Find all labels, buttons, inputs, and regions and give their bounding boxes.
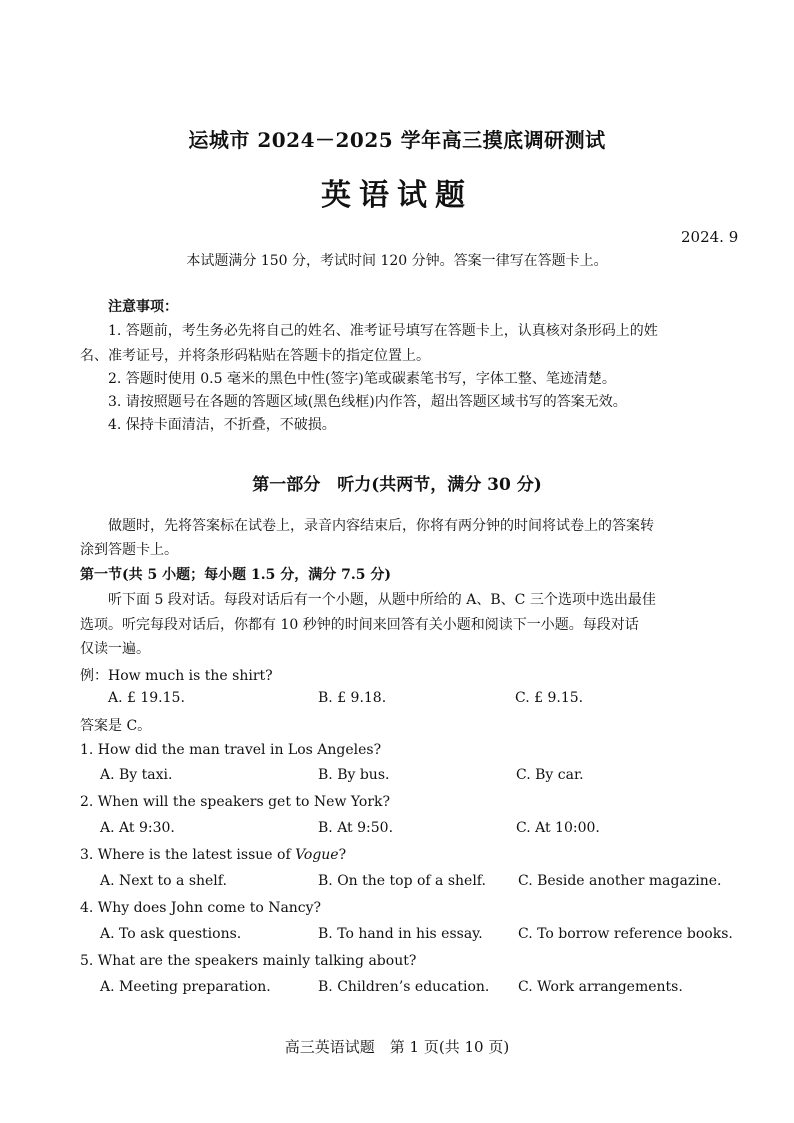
section1-title: 第一节(共 5 小题；每小题 1.5 分，满分 7.5 分)	[80, 567, 391, 583]
question-4-option-c: C. To borrow reference books.	[518, 926, 733, 942]
question-2-option-b: B. At 9:50.	[318, 820, 394, 836]
exam-date: 2024. 9	[681, 228, 739, 246]
question-2: 2. When will the speakers get to New York?	[80, 794, 391, 810]
question-5-option-a: A. Meeting preparation.	[100, 979, 271, 995]
example-question: 例：How much is the shirt?	[80, 668, 273, 684]
question-5: 5. What are the speakers mainly talking about?	[80, 953, 417, 969]
question-3-option-a: A. Next to a shelf.	[100, 873, 227, 889]
notice-title: 注意事项：	[108, 299, 178, 315]
question-4: 4. Why does John come to Nancy?	[80, 900, 322, 916]
question-2-option-a: A. At 9:30.	[100, 820, 175, 836]
example-answer: 答案是 C。	[80, 718, 152, 734]
question-1-option-b: B. By bus.	[318, 767, 390, 783]
notice-item-1: 1. 答题前，考生务必先将自己的姓名、准考证号填写在答题卡上，认真核对条形码上的姓	[108, 323, 658, 339]
magazine-title: Vogue	[295, 847, 339, 863]
part1-instruction-2: 涂到答题卡上。	[80, 542, 178, 558]
example-option-b: B. £ 9.18.	[318, 690, 387, 706]
question-1-option-c: C. By car.	[516, 767, 584, 783]
notice-item-3: 3. 请按照题号在各题的答题区域(黑色线框)内作答，超出答题区域书写的答案无效。	[108, 394, 627, 410]
question-3-text: 3. Where is the latest issue of	[80, 847, 296, 863]
exam-title: 运城市 2024－2025 学年高三摸底调研测试	[188, 128, 606, 152]
page-footer: 高三英语试题 第 1 页(共 10 页)	[284, 1038, 510, 1056]
question-2-option-c: C. At 10:00.	[516, 820, 600, 836]
section1-instruction-3: 仅读一遍。	[80, 641, 150, 657]
section1-instruction-2: 选项。听完每段对话后，你都有 10 秒钟的时间来回答有关小题和阅读下一小题。每段对话	[80, 617, 639, 633]
example-option-a: A. £ 19.15.	[108, 690, 185, 706]
question-5-option-c: C. Work arrangements.	[518, 979, 683, 995]
example-option-c: C. £ 9.15.	[515, 690, 584, 706]
question-3-option-c: C. Beside another magazine.	[518, 873, 722, 889]
question-3-mark: ?	[338, 847, 347, 863]
section1-instruction-1: 听下面 5 段对话。每段对话后有一个小题，从题中所给的 A、B、C 三个选项中选出最佳	[108, 592, 656, 608]
subject-title: 英语试题	[321, 178, 473, 213]
part1-heading: 第一部分 听力(共两节，满分 30 分)	[252, 475, 542, 495]
question-1-option-a: A. By taxi.	[100, 767, 173, 783]
exam-intro: 本试题满分 150 分，考试时间 120 分钟。答案一律写在答题卡上。	[186, 253, 608, 269]
notice-item-4: 4. 保持卡面清洁，不折叠，不破损。	[108, 417, 336, 433]
part1-instruction-1: 做题时，先将答案标在试卷上，录音内容结束后，你将有两分钟的时间将试卷上的答案转	[108, 518, 654, 534]
question-4-option-b: B. To hand in his essay.	[318, 926, 483, 942]
notice-item-1-cont: 名、准考证号，并将条形码粘贴在答题卡的指定位置上。	[80, 348, 430, 364]
notice-item-2: 2. 答题时使用 0.5 毫米的黑色中性(签字)笔或碳素笔书写，字体工整、笔迹清楚。	[108, 371, 616, 387]
question-5-option-b: B. Children’s education.	[318, 979, 490, 995]
question-3	[80, 847, 346, 863]
question-3-option-b: B. On the top of a shelf.	[318, 873, 486, 889]
question-4-option-a: A. To ask questions.	[100, 926, 242, 942]
question-1: 1. How did the man travel in Los Angeles?	[80, 742, 382, 758]
